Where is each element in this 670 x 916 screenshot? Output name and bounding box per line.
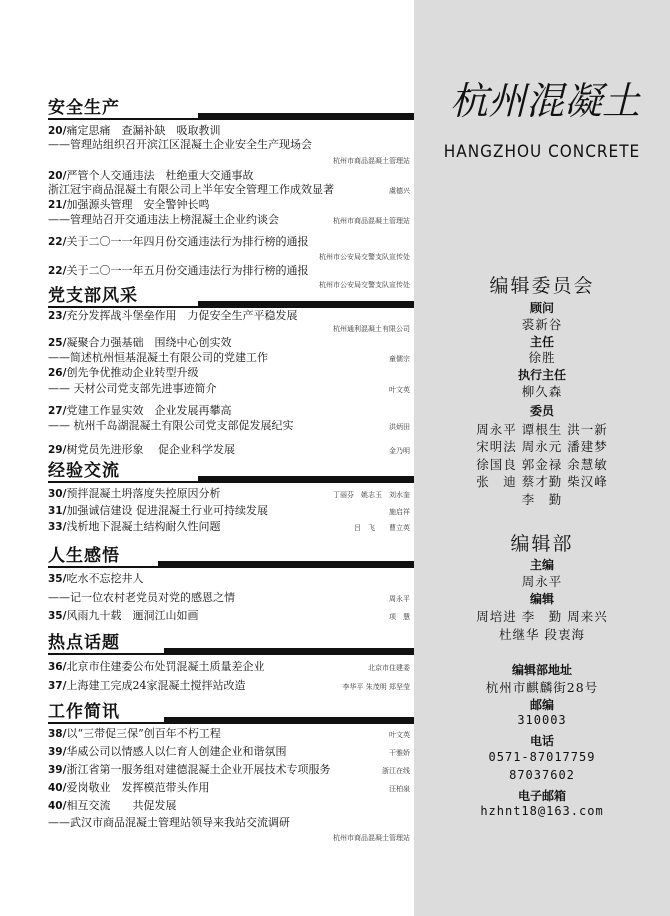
toc-item[interactable]: 23/充分发挥战斗堡垒作用 力促安全生产平稳发展	[48, 309, 298, 322]
director-name: 徐胜	[528, 350, 556, 365]
toc-item[interactable]: 20/痛定思痛 查漏补缺 吸取教训	[48, 124, 221, 137]
toc-subitem: ——管理站召开交通违法上榜混凝土企业约谈会 杭州市商品混凝土管理站	[48, 213, 410, 226]
chief-editor-label: 主编	[529, 558, 554, 572]
section-rule	[48, 566, 414, 568]
exec-director-name: 柳久森	[521, 384, 563, 399]
members-row: 周永平 谭根生 洪一新	[476, 422, 608, 437]
chief-editor-name: 周永平	[521, 574, 563, 589]
exec-director-label: 执行主任	[517, 368, 566, 382]
committee-heading: 编辑委员会	[489, 275, 595, 297]
address: 杭州市麒麟街28号	[485, 680, 599, 695]
author: 杭州市商品混凝土管理站	[333, 834, 410, 842]
zip-code: 310003	[517, 713, 567, 727]
email-label: 电子邮箱	[517, 789, 566, 803]
members-row: 李 勤	[521, 492, 563, 507]
members-row: 张 迪 蔡才勤 柴汉峰	[476, 474, 608, 489]
toc-item[interactable]: 37/上海建工完成24家混凝土搅拌站改造 李华平 朱茂明 郑坚莹	[48, 679, 410, 692]
section-title: 人生感悟	[48, 546, 120, 566]
toc-item[interactable]: 38/以“三带促三保”创百年不朽工程 叶文英	[48, 727, 410, 740]
toc-subitem: ——武汉市商品混凝土管理站领导来我站交流调研	[48, 816, 290, 829]
section-header-safety	[48, 98, 414, 120]
members-label: 委员	[529, 404, 554, 418]
section-header-party	[48, 286, 414, 308]
toc-item[interactable]: 22/关于二〇一一年四月份交通违法行为排行榜的通报	[48, 235, 309, 248]
members-row: 宋明法 周永元 潘建梦	[476, 439, 608, 454]
advisor-name: 裘新谷	[521, 317, 563, 332]
section-title: 热点话题	[48, 633, 120, 653]
toc-item[interactable]: 35/吃水不忘挖井人	[48, 572, 144, 585]
english-title: HANGZHOU CONCRETE	[443, 142, 641, 162]
section-header-work	[48, 702, 414, 724]
toc-item[interactable]: 39/浙江省第一服务组对建德混凝土企业开展技术专项服务 浙江在线	[48, 763, 410, 776]
section-rule	[48, 722, 414, 724]
toc-item[interactable]: 浙江冠宇商品混凝土有限公司上半年安全管理工作成效显著 虞德兴	[48, 183, 410, 196]
zip-label: 邮编	[529, 698, 554, 712]
toc-subitem: ——记一位农村老党员对党的感恩之情 周永平	[48, 591, 410, 604]
section-header-hot	[48, 633, 414, 655]
toc-subitem: ——简述杭州恒基混凝土有限公司的党建工作 童儒宗	[48, 351, 410, 364]
toc-item[interactable]: 25/凝聚合力强基础 围绕中心创实效	[48, 336, 232, 349]
section-header-life	[48, 546, 414, 568]
section-rule	[48, 481, 414, 483]
logo-text: 杭州混凝土	[449, 79, 641, 123]
toc-item[interactable]: 21/加强源头管理 安全警钟长鸣	[48, 198, 210, 211]
editors-label: 编辑	[529, 592, 554, 606]
editors-row: 周培进 李 勤 周来兴	[476, 609, 608, 624]
toc-item[interactable]: 40/相互交流 共促发展	[48, 799, 177, 812]
toc-item[interactable]: 29/树党员先进形象 促企业科学发展 金乃明	[48, 443, 410, 456]
dept-heading: 编辑部	[510, 533, 574, 555]
author: 杭州市商品混凝土管理站	[333, 157, 410, 165]
toc-item[interactable]: 22/关于二〇一一年五月份交通违法行为排行榜的通报	[48, 264, 309, 277]
toc-item[interactable]: 20/严管个人交通违法 杜绝重大交通事故	[48, 169, 254, 182]
section-title: 经验交流	[48, 461, 120, 481]
toc-item[interactable]: 36/北京市住建委公布处罚混凝土质量差企业 北京市住建委	[48, 660, 410, 673]
toc-item[interactable]: 35/风雨九十载 逦洞江山如画 项 慧	[48, 609, 410, 622]
section-title: 党支部风采	[48, 286, 138, 306]
toc-subitem: ——管理站组织召开滨江区混凝土企业安全生产现场会	[48, 138, 312, 151]
toc-item[interactable]: 31/加强诚信建设 促进混凝土行业可持续发展 施启祥	[48, 504, 410, 517]
editorial-panel	[414, 0, 670, 916]
toc-item[interactable]: 40/爱岗敬业 发挥模范带头作用 汪柏泉	[48, 781, 410, 794]
section-header-experience	[48, 461, 414, 483]
toc-item[interactable]: 26/创先争优推动企业转型升级	[48, 366, 199, 379]
editors-row: 杜继华 段衷海	[499, 627, 585, 642]
phone-label: 电话	[529, 734, 554, 748]
toc-item[interactable]: 30/预拌混凝土坍落度失控原因分析 丁丽芬 姚志玉 刘水奎	[48, 487, 410, 500]
section-rule	[48, 653, 414, 655]
toc-item[interactable]: 27/党建工作显实效 企业发展再攀高	[48, 404, 232, 417]
section-title: 工作简讯	[48, 702, 120, 722]
phone-number: 87037602	[509, 768, 575, 782]
calligraphy-logo	[440, 74, 650, 124]
phone-number: 0571-87017759	[488, 750, 596, 764]
toc-subitem: —— 杭州千岛湖混凝土有限公司党支部促发展纪实 洪炳田	[48, 419, 410, 432]
author: 杭州通利混凝土有限公司	[333, 325, 410, 333]
toc-subitem: —— 天材公司党支部先进事迹简介 叶文英	[48, 382, 410, 395]
email-address[interactable]: hzhnt18@163.com	[480, 804, 604, 818]
address-label: 编辑部地址	[511, 663, 572, 677]
author: 杭州市公安局交警支队宣传处	[319, 281, 410, 289]
section-rule	[48, 306, 414, 308]
members-row: 徐国良 郭金禄 余慧敏	[476, 457, 608, 472]
director-label: 主任	[529, 335, 554, 349]
toc-item[interactable]: 39/华威公司以情感人以仁育人创建企业和谐氛围 干雅娇	[48, 745, 410, 758]
advisor-label: 顾问	[529, 301, 554, 315]
toc-item[interactable]: 33/浅析地下混凝土结构耐久性问题 吕 飞 曹立英	[48, 520, 410, 533]
section-title: 安全生产	[48, 98, 120, 118]
author: 杭州市公安局交警支队宣传处	[319, 253, 410, 261]
section-rule	[48, 118, 414, 120]
